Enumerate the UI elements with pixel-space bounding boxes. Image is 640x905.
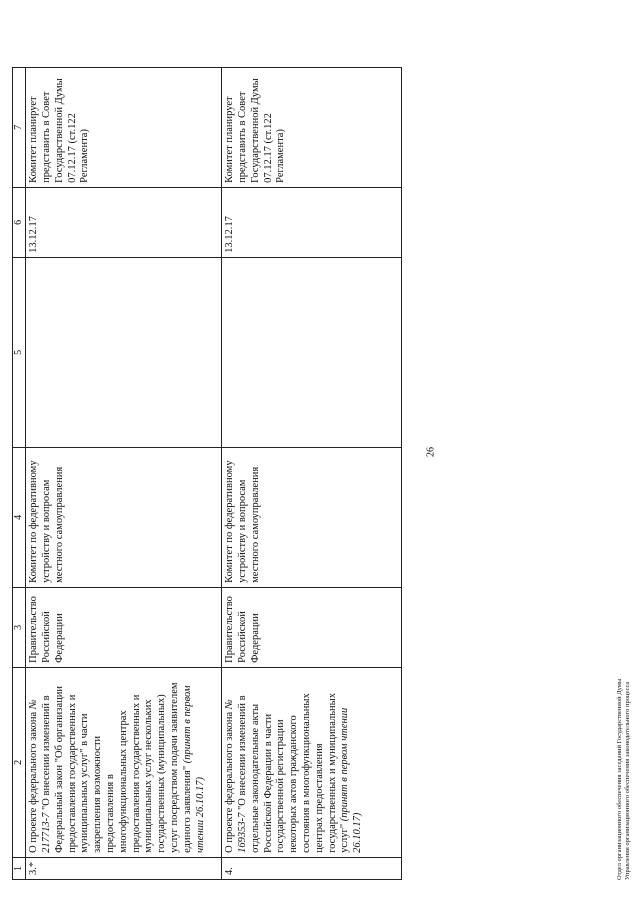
date: 13.12.17 — [222, 187, 402, 257]
column-5-cell — [222, 257, 402, 447]
page-number: 26 — [425, 447, 437, 457]
bill-title: "О внесении изменений в отдельные законодательные акты Российской Федерации в части государственной регистрации некоторых актов гражданского состояния в многофункциональных центрах предоставления государственных и муниципальных услуг" — [236, 693, 351, 853]
column-header: 1 — [13, 857, 26, 879]
bill-description — [26, 667, 222, 857]
footer-line: Отдел организационного обеспечения заседаний Государственной Думы — [616, 678, 623, 880]
bill-intro: О проекте федерального закона — [224, 709, 236, 853]
footer-line: Управления организационного обеспечения законодательного процесса — [624, 681, 632, 880]
bill-number: № 217713-7 — [28, 699, 52, 853]
table-row — [222, 67, 402, 879]
committee: Комитет по федеративному устройству и вопросам местного самоуправления — [26, 447, 222, 587]
row-number: 4. — [222, 857, 402, 879]
date: 13.12.17 — [26, 187, 222, 257]
footer — [616, 679, 632, 880]
note: Комитет планирует представить в Совет Государственной Думы 07.12.17 (ст.122 Регламента) — [222, 67, 402, 187]
bill-reading-note: (принят в первом чтении 26.10.17) — [181, 685, 206, 853]
bill-reading-note: (принят в первом чтении 26.10.17) — [339, 707, 364, 853]
initiator: Правительство Российской Федерации — [222, 587, 402, 667]
column-header: 6 — [13, 187, 26, 257]
note: Комитет планирует представить в Совет Государственной Думы 07.12.17 (ст.122 Регламента) — [26, 67, 222, 187]
column-5-cell — [26, 257, 222, 447]
row-number: 3.* — [26, 857, 222, 879]
legislation-table — [12, 67, 402, 880]
bill-title: "О внесении изменений в Федеральный закон "Об организации предоставления государственных и муниципальных услуг" в части закрепления возможности предоставления в многофункциональных центрах предоставления государственных и муниципальных услуг нескольких государственных (муниципальных) услуг посредством подачи заявителем единого заявления" — [40, 682, 193, 853]
column-header: 5 — [13, 257, 26, 447]
column-header: 7 — [13, 67, 26, 187]
bill-intro: О проекте федерального закона — [28, 709, 40, 853]
header-row — [13, 67, 26, 879]
column-header: 2 — [13, 667, 26, 857]
rotated-page — [12, 30, 632, 880]
committee: Комитет по федеративному устройству и вопросам местного самоуправления — [222, 447, 402, 587]
initiator: Правительство Российской Федерации — [26, 587, 222, 667]
column-header: 3 — [13, 587, 26, 667]
bill-description — [222, 667, 402, 857]
column-header: 4 — [13, 447, 26, 587]
bill-number: № 169353-7 — [224, 699, 248, 853]
table-row — [26, 67, 222, 879]
